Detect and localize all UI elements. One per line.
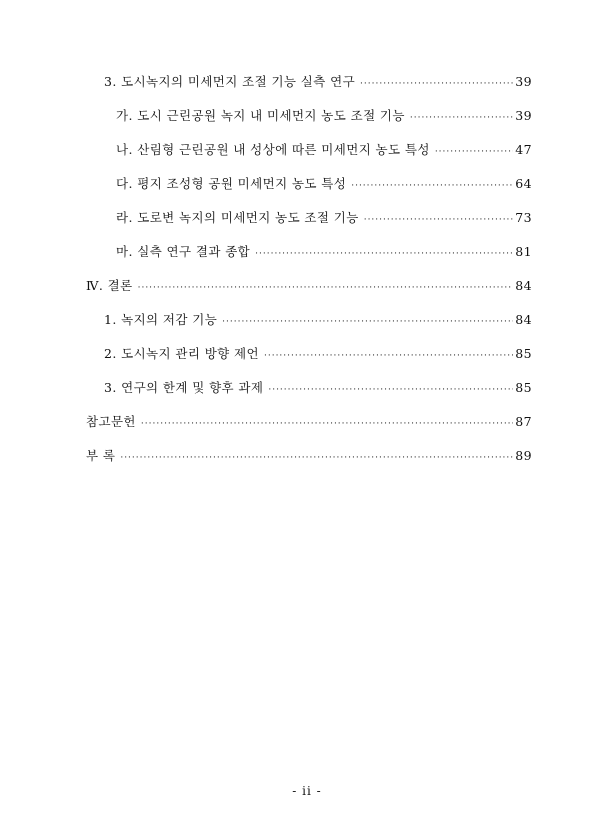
toc-entry-page: 84 bbox=[515, 312, 532, 327]
toc-entry bbox=[86, 174, 532, 208]
toc-entry-page: 39 bbox=[515, 108, 532, 123]
toc-entry-label: 2. 도시녹지 관리 방향 제언 bbox=[104, 346, 259, 361]
toc-entry-label: 다. 평지 조성형 공원 미세먼지 농도 특성 bbox=[116, 176, 347, 191]
dot-leader bbox=[360, 79, 513, 89]
dot-leader bbox=[222, 317, 513, 327]
dot-leader bbox=[410, 113, 513, 123]
toc-entry-label: 가. 도시 근린공원 녹지 내 미세먼지 농도 조절 기능 bbox=[116, 108, 405, 123]
toc-entry bbox=[86, 106, 532, 140]
dot-leader bbox=[264, 351, 513, 361]
dot-leader bbox=[364, 215, 514, 225]
toc-entry bbox=[86, 208, 532, 242]
toc-entry-page: 85 bbox=[515, 346, 532, 361]
toc-entry-label: 3. 연구의 한계 및 향후 과제 bbox=[104, 380, 264, 395]
toc-entry-label: 마. 실측 연구 결과 종합 bbox=[116, 244, 251, 259]
toc-entry-label: 1. 녹지의 저감 기능 bbox=[104, 312, 218, 327]
toc-entry-label: 라. 도로변 녹지의 미세먼지 농도 조절 기능 bbox=[116, 210, 359, 225]
toc-entry bbox=[86, 344, 532, 378]
toc-entry bbox=[86, 242, 532, 276]
toc-entry bbox=[86, 72, 532, 106]
page-number: - ii - bbox=[292, 784, 322, 798]
toc-entry-page: 64 bbox=[515, 176, 532, 191]
toc-entry-page: 89 bbox=[515, 448, 532, 463]
toc-entry-page: 39 bbox=[515, 74, 532, 89]
toc-entry-label: 나. 산림형 근린공원 내 성상에 따른 미세먼지 농도 특성 bbox=[116, 142, 430, 157]
table-of-contents bbox=[86, 72, 532, 480]
toc-entry-page: 47 bbox=[515, 142, 532, 157]
toc-entry-page: 87 bbox=[515, 414, 532, 429]
toc-entry bbox=[86, 412, 532, 446]
dot-leader bbox=[435, 147, 513, 157]
toc-entry-label: 3. 도시녹지의 미세먼지 조절 기능 실측 연구 bbox=[104, 74, 356, 89]
dot-leader bbox=[255, 249, 513, 259]
toc-entry-page: 73 bbox=[515, 210, 532, 225]
toc-entry-label: 참고문헌 bbox=[86, 414, 136, 429]
toc-entry bbox=[86, 310, 532, 344]
toc-entry bbox=[86, 140, 532, 174]
toc-entry-label: Ⅳ. 결론 bbox=[86, 278, 133, 293]
toc-entry-page: 85 bbox=[515, 380, 532, 395]
toc-entry-page: 81 bbox=[515, 244, 532, 259]
toc-entry-label: 부 록 bbox=[86, 448, 116, 463]
dot-leader bbox=[141, 419, 513, 429]
toc-entry bbox=[86, 446, 532, 480]
toc-entry-page: 84 bbox=[515, 278, 532, 293]
toc-entry bbox=[86, 378, 532, 412]
toc-entry bbox=[86, 276, 532, 310]
dot-leader bbox=[138, 283, 514, 293]
dot-leader bbox=[351, 181, 513, 191]
dot-leader bbox=[120, 453, 513, 463]
dot-leader bbox=[268, 385, 513, 395]
